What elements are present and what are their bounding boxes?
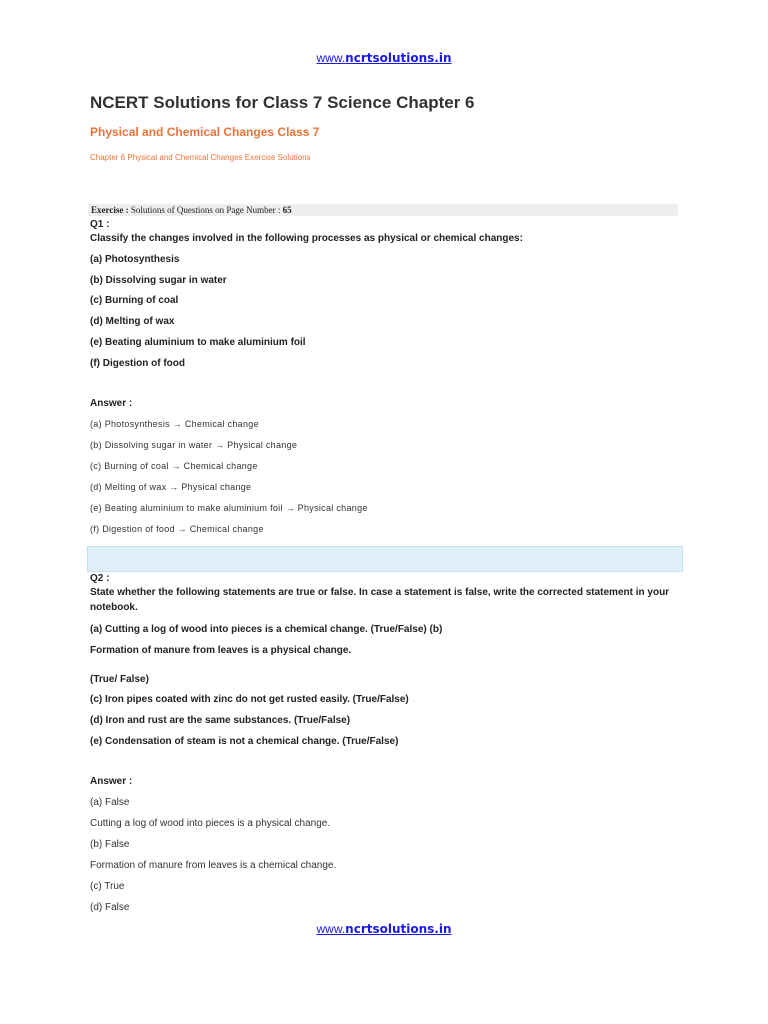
q1-option: (b) Dissolving sugar in water bbox=[90, 275, 227, 286]
q1-option: (f) Digestion of food bbox=[90, 358, 185, 369]
q1-answer-item: (c) Burning of coal → Chemical change bbox=[90, 461, 258, 471]
footer-site-link[interactable] bbox=[0, 922, 768, 936]
q2-question: State whether the following statements are true or false. In case a statement is false, write the corrected statement in your notebook. bbox=[90, 587, 670, 613]
q2-answer-item: Formation of manure from leaves is a chemical change. bbox=[90, 860, 337, 871]
exercise-text: Solutions of Questions on Page Number : bbox=[128, 205, 283, 215]
q2-answer-item: Cutting a log of wood into pieces is a physical change. bbox=[90, 818, 331, 829]
q2-answer-item: (d) False bbox=[90, 902, 130, 913]
section-divider-band bbox=[87, 546, 683, 572]
page-title: NCERT Solutions for Class 7 Science Chapter 6 bbox=[90, 93, 475, 112]
q2-answer-item: (b) False bbox=[90, 839, 130, 850]
q1-answer-item: (b) Dissolving sugar in water → Physical change bbox=[90, 440, 298, 450]
header-link-prefix: www. bbox=[316, 51, 346, 65]
page-description: Chapter 6 Physical and Chemical Changes Exercise Solutions bbox=[90, 153, 311, 162]
q1-option: (a) Photosynthesis bbox=[90, 254, 180, 265]
footer-link-prefix: www. bbox=[316, 922, 346, 936]
exercise-label: Exercise : bbox=[91, 205, 129, 215]
page-subtitle: Physical and Chemical Changes Class 7 bbox=[90, 125, 320, 139]
q2-option: (d) Iron and rust are the same substances. (True/False) bbox=[90, 715, 351, 726]
q2-option: (a) Cutting a log of wood into pieces is a chemical change. (True/False) (b) bbox=[90, 624, 443, 635]
header-site-link[interactable] bbox=[0, 51, 768, 65]
q1-label: Q1 : bbox=[90, 219, 110, 230]
exercise-page-number: 65 bbox=[282, 205, 292, 215]
q2-option: (c) Iron pipes coated with zinc do not get rusted easily. (True/False) bbox=[90, 694, 409, 705]
exercise-bar bbox=[88, 204, 678, 216]
q2-option: (e) Condensation of steam is not a chemical change. (True/False) bbox=[90, 736, 399, 747]
q2-option: (True/ False) bbox=[90, 674, 149, 685]
q1-answer-item: (d) Melting of wax → Physical change bbox=[90, 482, 252, 492]
q1-answer-item: (f) Digestion of food → Chemical change bbox=[90, 524, 264, 534]
q1-answer-label: Answer : bbox=[90, 398, 133, 409]
q2-option: Formation of manure from leaves is a physical change. bbox=[90, 645, 352, 656]
q1-option: (c) Burning of coal bbox=[90, 295, 179, 306]
footer-link-brand: ncrtsolutions.in bbox=[345, 922, 452, 936]
q1-question: Classify the changes involved in the following processes as physical or chemical changes: bbox=[90, 233, 523, 244]
q2-label: Q2 : bbox=[90, 573, 110, 584]
q2-answer-label: Answer : bbox=[90, 776, 133, 787]
q1-option: (e) Beating aluminium to make aluminium foil bbox=[90, 337, 306, 348]
q2-answer-item: (a) False bbox=[90, 797, 130, 808]
header-link-brand: ncrtsolutions.in bbox=[345, 51, 452, 65]
q1-answer-item: (a) Photosynthesis → Chemical change bbox=[90, 419, 259, 429]
q2-answer-item: (c) True bbox=[90, 881, 125, 892]
q1-answer-item: (e) Beating aluminium to make aluminium foil → Physical change bbox=[90, 503, 368, 513]
q1-option: (d) Melting of wax bbox=[90, 316, 175, 327]
